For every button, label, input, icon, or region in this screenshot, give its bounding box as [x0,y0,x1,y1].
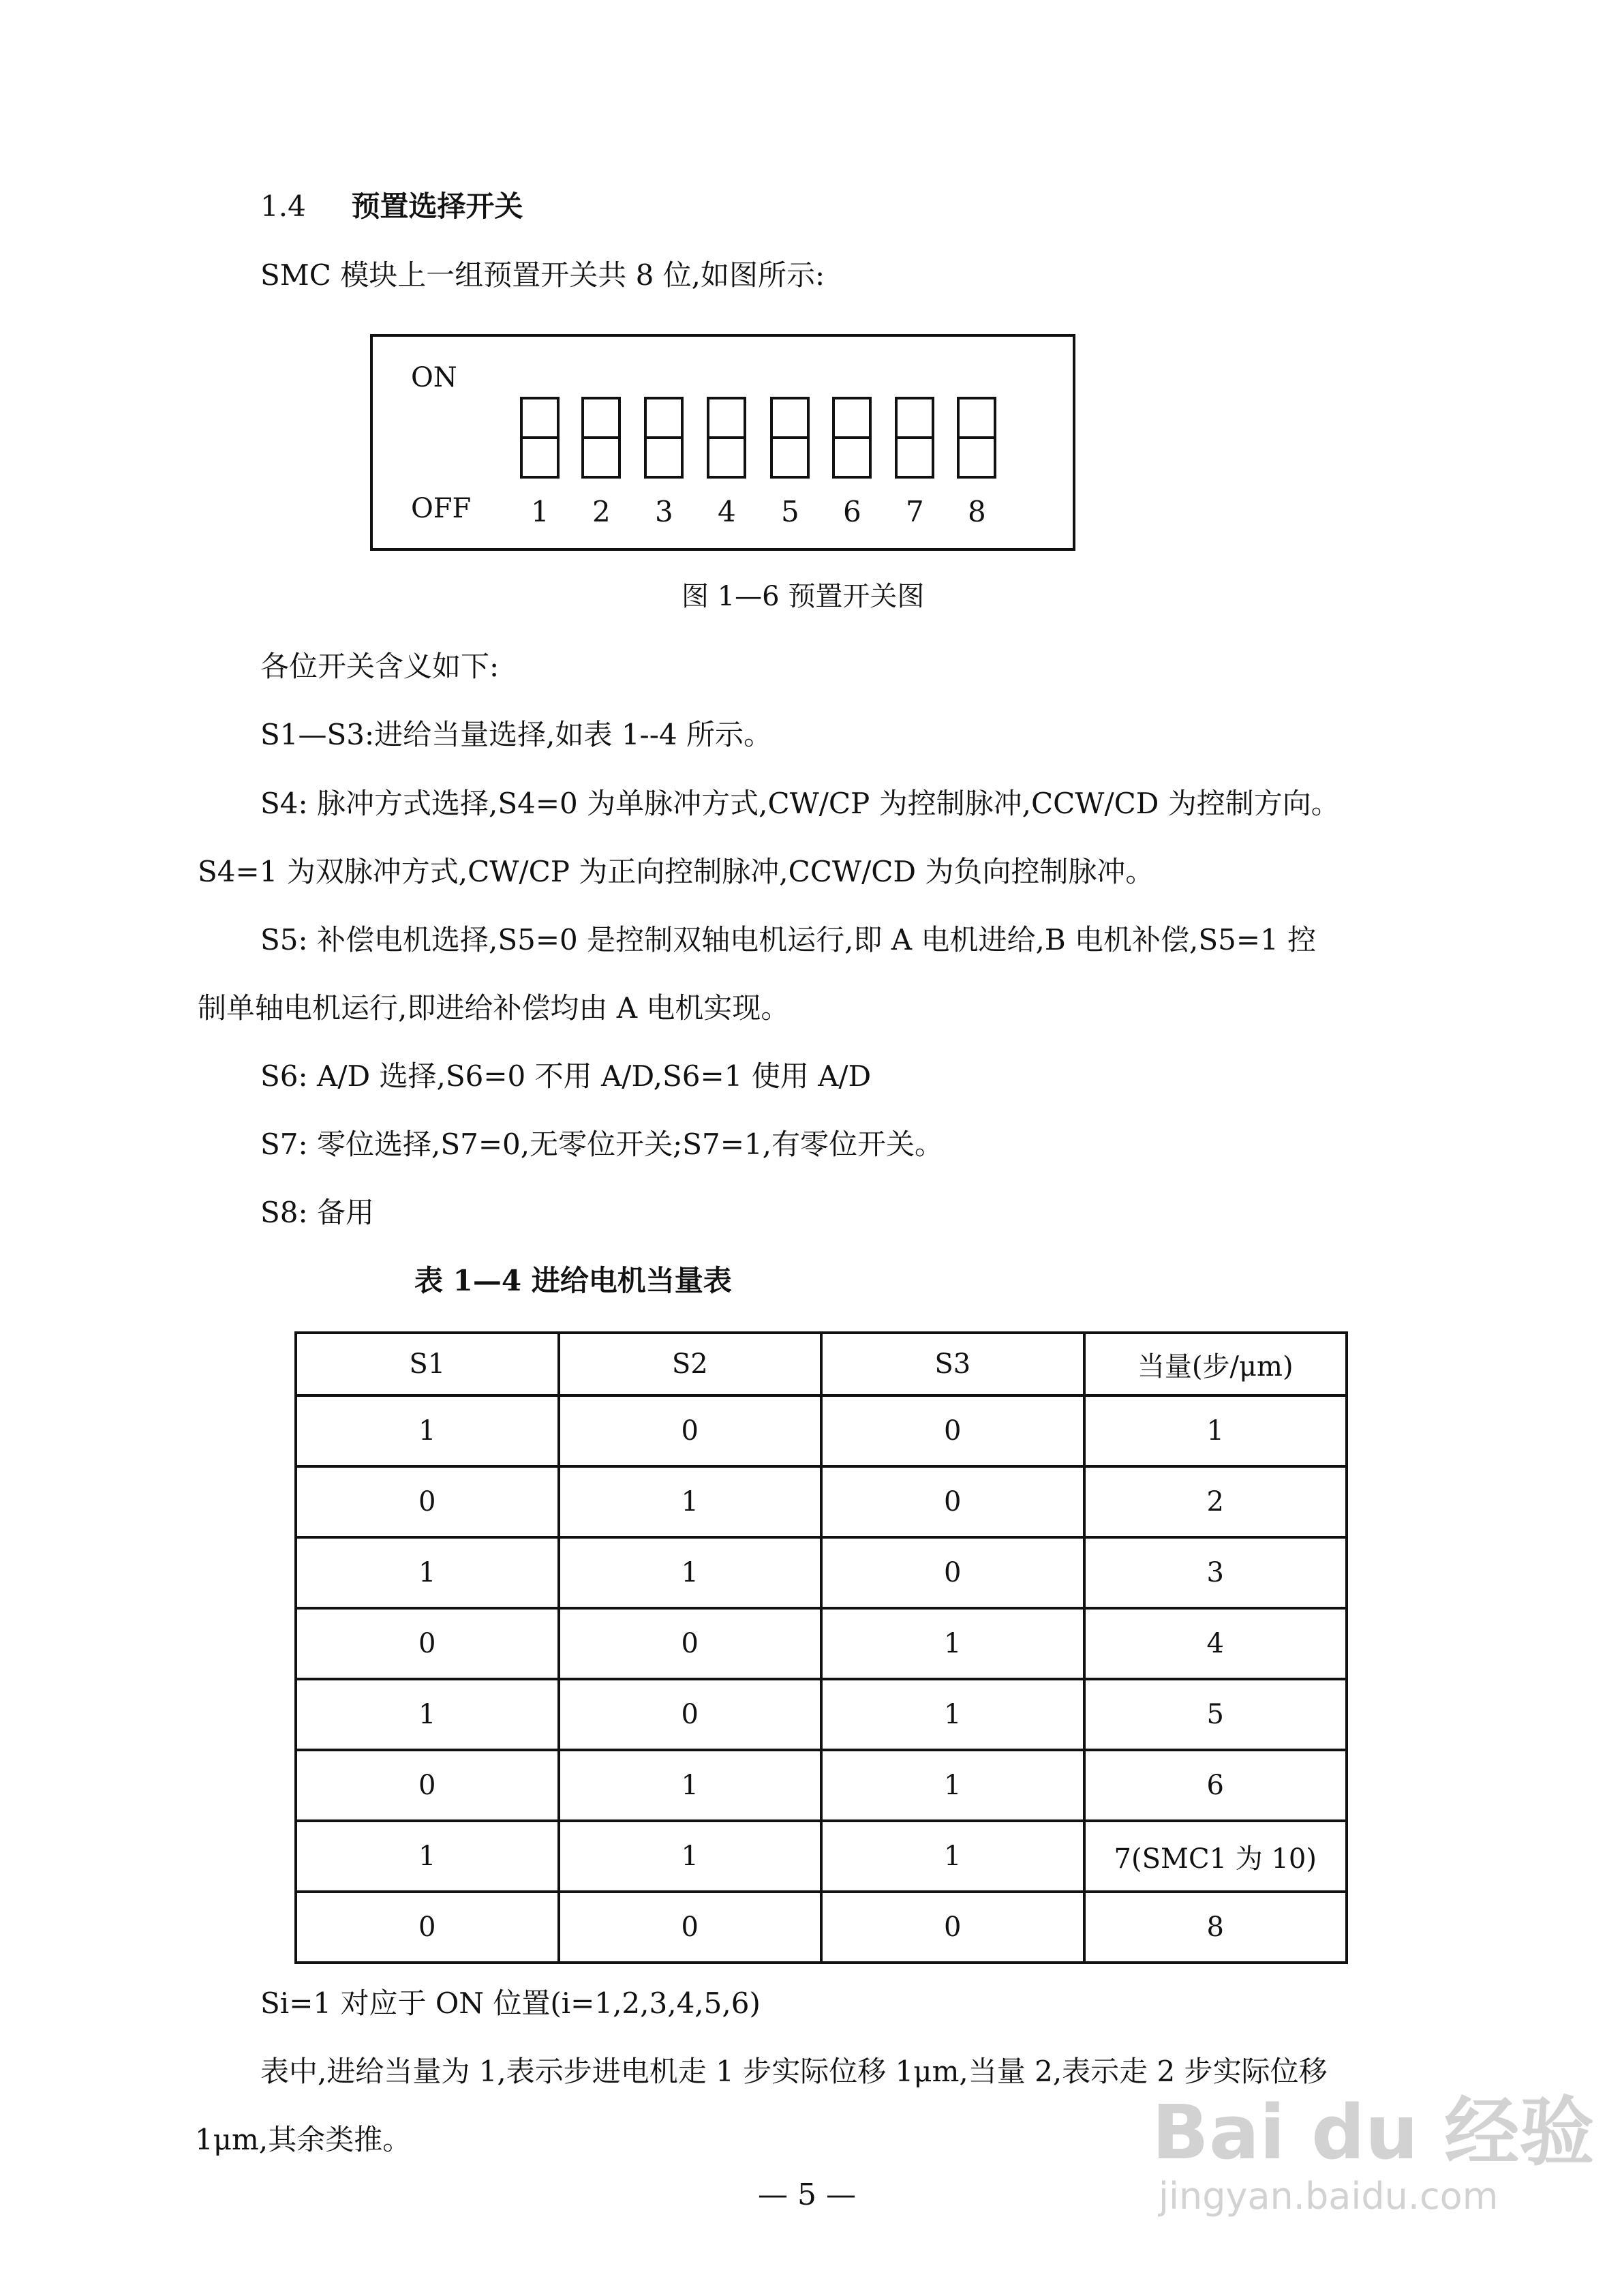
table-cell: 0 [296,1750,559,1821]
dip-switch-figure [370,334,1075,551]
page-number: — 5 — [758,2177,856,2212]
dip-switch-3 [644,397,684,479]
baidu-watermark-url: jingyan.baidu.com [1159,2175,1499,2218]
table-cell: 1 [821,1750,1084,1821]
s5-description-line1: S5: 补偿电机选择,S5=0 是控制双轴电机运行,即 A 电机进给,B 电机补偿,S5=1 控 [260,923,1317,956]
table-cell: 1 [559,1537,822,1608]
table-cell: 0 [559,1892,822,1963]
header-s1: S1 [296,1333,559,1395]
table-row [296,1679,1347,1750]
s5-description-line2: 制单轴电机运行,即进给补偿均由 A 电机实现。 [198,991,790,1025]
table-caption: 表 1—4 进给电机当量表 [414,1264,732,1297]
header-s3: S3 [821,1333,1084,1395]
dip-switch-2 [581,397,621,479]
header-equivalent: 当量(步/μm) [1084,1333,1347,1395]
table-row [296,1821,1347,1892]
meaning-heading: 各位开关含义如下: [260,650,500,683]
switch-number-5: 5 [781,495,799,528]
table-row [296,1608,1347,1679]
table-cell: 1 [821,1608,1084,1679]
table-cell: 1 [296,1679,559,1750]
s8-description: S8: 备用 [260,1196,374,1229]
table-row [296,1537,1347,1608]
switch-number-6: 6 [843,495,861,528]
table-cell: 1 [1084,1395,1347,1466]
si-note: Si=1 对应于 ON 位置(i=1,2,3,4,5,6) [260,1987,761,2020]
s7-description: S7: 零位选择,S7=0,无零位开关;S7=1,有零位开关。 [260,1128,944,1161]
section-title: 预置选择开关 [351,190,523,223]
switch-number-4: 4 [718,495,736,528]
feed-equivalent-table [294,1331,1348,1964]
figure-caption: 图 1—6 预置开关图 [682,581,925,612]
explain-line2: 1μm,其余类推。 [195,2123,412,2156]
dip-switch-7 [895,397,934,479]
table-cell: 0 [821,1466,1084,1537]
intro-paragraph: SMC 模块上一组预置开关共 8 位,如图所示: [260,258,825,292]
table-cell: 0 [559,1679,822,1750]
dip-switch-5 [770,397,810,479]
dip-switch-4 [707,397,746,479]
table-cell: 1 [821,1821,1084,1892]
table-cell: 1 [821,1679,1084,1750]
table-cell: 4 [1084,1608,1347,1679]
table-cell: 0 [296,1466,559,1537]
switch-number-1: 1 [531,495,549,528]
table-cell: 0 [821,1537,1084,1608]
table-cell: 1 [559,1821,822,1892]
table-cell: 1 [296,1537,559,1608]
table-cell: 1 [296,1821,559,1892]
dip-switch-8 [957,397,996,479]
header-s2: S2 [559,1333,822,1395]
table-cell: 2 [1084,1466,1347,1537]
table-cell: 7(SMC1 为 10) [1084,1821,1347,1892]
table-cell: 0 [296,1608,559,1679]
table-cell: 5 [1084,1679,1347,1750]
s4-description-line2: S4=1 为双脉冲方式,CW/CP 为正向控制脉冲,CCW/CD 为负向控制脉冲。 [198,855,1154,888]
s4-description-line1: S4: 脉冲方式选择,S4=0 为单脉冲方式,CW/CP 为控制脉冲,CCW/CD 为控制方向。 [260,787,1340,820]
table-cell: 3 [1084,1537,1347,1608]
dip-switch-6 [832,397,872,479]
off-label: OFF [411,493,472,524]
table-cell: 8 [1084,1892,1347,1963]
on-label: ON [411,362,457,393]
explain-line1: 表中,进给当量为 1,表示步进电机走 1 步实际位移 1μm,当量 2,表示走 2 步实际位移 [260,2055,1328,2088]
table-header-row [296,1333,1347,1395]
switch-number-7: 7 [906,495,924,528]
table-cell: 0 [821,1892,1084,1963]
table-row [296,1892,1347,1963]
table-cell: 0 [296,1892,559,1963]
switch-number-2: 2 [592,495,611,528]
section-number: 1.4 [260,190,306,223]
table-cell: 0 [559,1395,822,1466]
s6-description: S6: A/D 选择,S6=0 不用 A/D,S6=1 使用 A/D [260,1059,872,1093]
switch-number-8: 8 [968,495,986,528]
table-row [296,1466,1347,1537]
table-cell: 1 [559,1750,822,1821]
baidu-watermark-logo: Bai du 经验 [1152,2089,1595,2176]
table-cell: 0 [821,1395,1084,1466]
s1-s3-description: S1—S3:进给当量选择,如表 1--4 所示。 [260,718,773,751]
table-cell: 1 [559,1466,822,1537]
switch-number-3: 3 [655,495,673,528]
dip-switch-1 [520,397,560,479]
section-heading [260,192,523,221]
table-row [296,1750,1347,1821]
table-cell: 0 [559,1608,822,1679]
table-cell: 1 [296,1395,559,1466]
table-row [296,1395,1347,1466]
table-cell: 6 [1084,1750,1347,1821]
